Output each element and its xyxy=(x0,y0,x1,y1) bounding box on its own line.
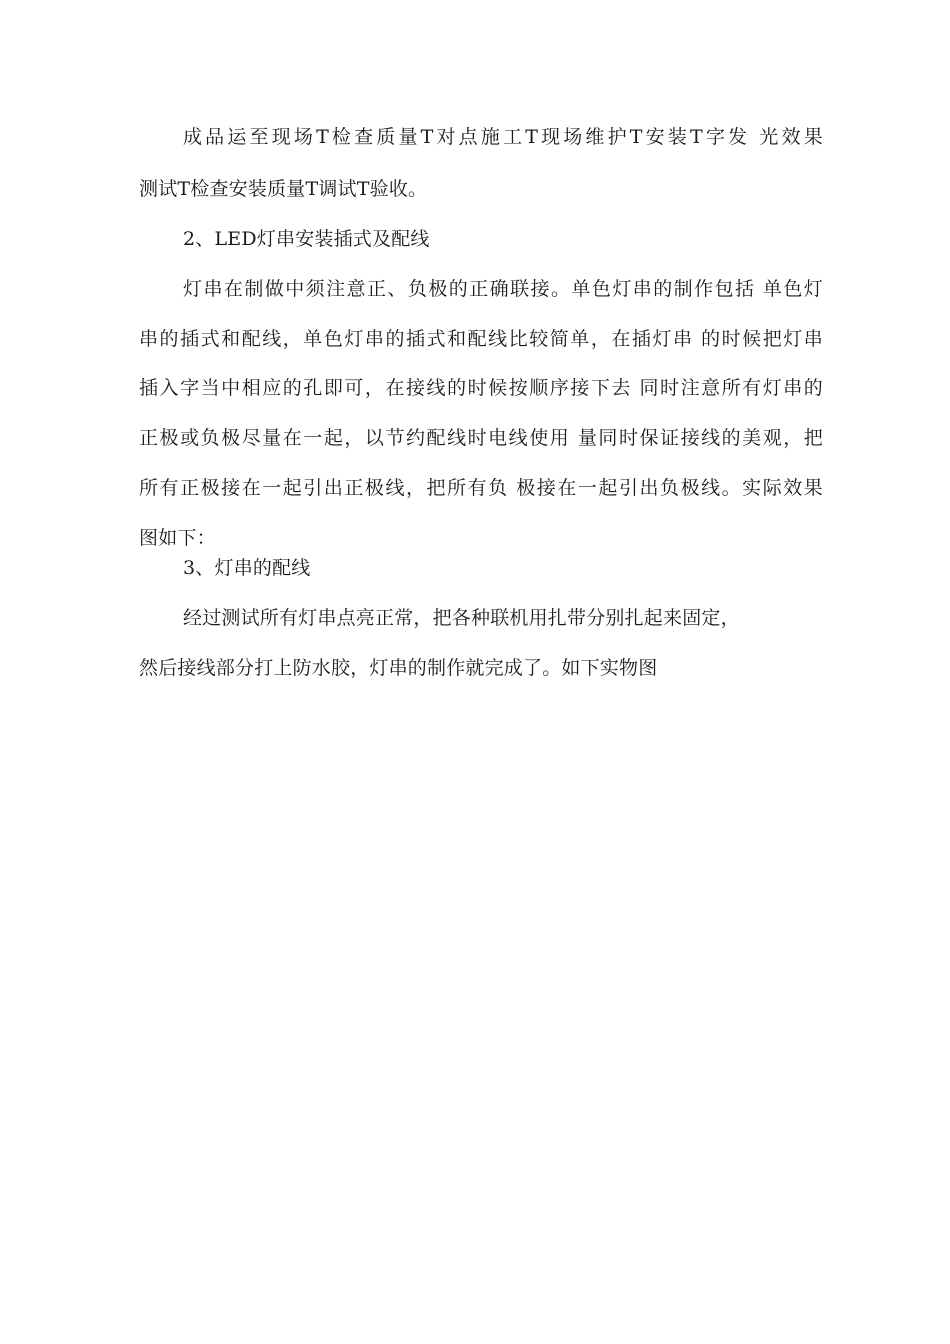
paragraph-line: 正极或负极尽量在一起，以节约配线时电线使用 量同时保证接线的美观，把 xyxy=(139,427,823,449)
paragraph-line: 所有正极接在一起引出正极线，把所有负 极接在一起引出负极线。实际效果 xyxy=(139,477,823,499)
paragraph-line: 测试T检查安装质量T调试T验收。 xyxy=(139,178,428,200)
section-heading: 3、灯串的配线 xyxy=(183,557,311,579)
paragraph-line: 经过测试所有灯串点亮正常，把各种联机用扎带分别扎起来固定， xyxy=(183,607,740,629)
section-heading: 2、LED灯串安装插式及配线 xyxy=(183,228,430,250)
paragraph-line: 灯串在制做中须注意正、负极的正确联接。单色灯串的制作包括 单色灯 xyxy=(183,278,823,300)
paragraph-line: 然后接线部分打上防水胶，灯串的制作就完成了。如下实物图 xyxy=(139,657,658,679)
paragraph-line: 串的插式和配线，单色灯串的插式和配线比较简单，在插灯串 的时候把灯串 xyxy=(139,328,823,350)
paragraph-line: 插入字当中相应的孔即可，在接线的时候按顺序接下去 同时注意所有灯串的 xyxy=(139,377,823,399)
paragraph-line: 成品运至现场T检查质量T对点施工T现场维护T安装T字发 光效果 xyxy=(183,126,823,148)
paragraph-line: 图如下： xyxy=(139,527,216,549)
